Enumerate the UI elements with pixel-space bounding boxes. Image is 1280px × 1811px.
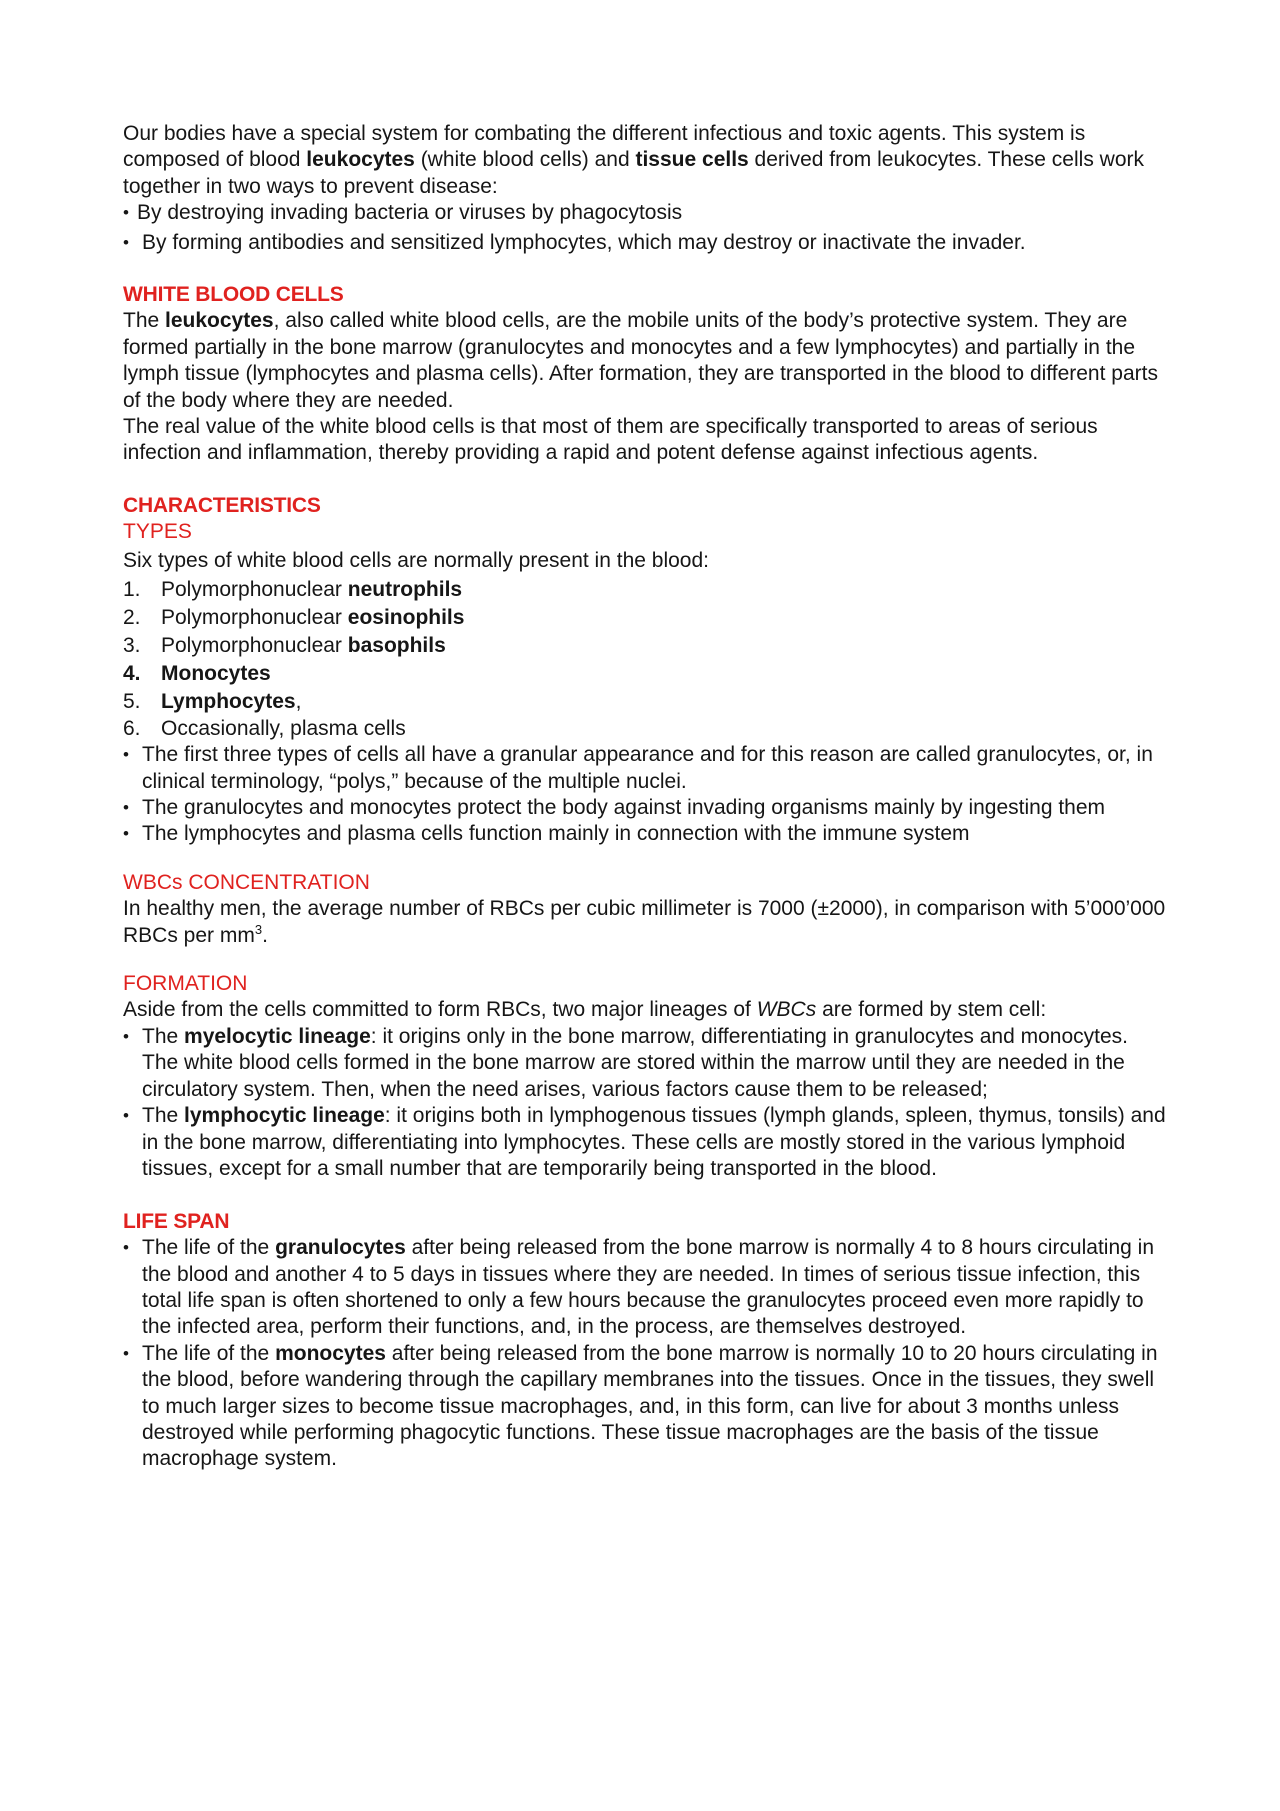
list-item: [123, 1103, 1168, 1183]
spacer: [123, 256, 1168, 282]
list-item-term: basophils: [347, 634, 446, 658]
list-item: [123, 632, 1168, 660]
list-item: [123, 604, 1168, 632]
list-item-text: Polymorphonuclear: [161, 578, 348, 602]
list-item-text: Occasionally, plasma cells: [161, 717, 406, 741]
intro-bullet-list: [123, 200, 1168, 256]
list-item-text: The: [142, 1024, 185, 1048]
list-item-text: The first three types of cells all have a granular appearance and for this reason are called granulocytes, or, in clinical terminology, “polys,” because of the multiple nuclei.: [142, 743, 1153, 793]
list-item: [123, 230, 1168, 256]
wbc-paragraph: The real value of the white blood cells is that most of them are specifically transported to areas of serious infection and inflammation, thereby providing a rapid and potent defense against infectious agents.: [123, 415, 1098, 465]
list-number: 3.: [123, 634, 141, 658]
list-item-text: : it origins only in the bone marrow, differentiating in granulocytes and monocytes. The white blood cells formed in the bone marrow are stored within the marrow until they are needed in the circulatory system. Then, when the need arises, various factors cause them to be released;: [142, 1024, 1128, 1101]
types-numbered-list: [123, 576, 1168, 742]
intro-text: Our bodies have a special system for combating the different infectious and toxic agents. This system is composed of blood: [123, 122, 1086, 172]
section-heading-white-blood-cells: WHITE BLOOD CELLS: [123, 283, 344, 307]
document-page: [123, 121, 1168, 1473]
list-item-term: neutrophils: [347, 578, 463, 602]
types-bullet-list: [123, 742, 1168, 848]
list-item-text: The granulocytes and monocytes protect the body against invading organisms mainly by ingesting them: [142, 795, 1106, 819]
formation-text: Aside from the cells committed to form RBCs, two major lineages of: [123, 998, 757, 1022]
spacer: [123, 467, 1168, 493]
list-item-term: Monocytes: [161, 662, 271, 686]
concentration-paragraph: [123, 896, 1168, 949]
list-number: 2.: [123, 606, 141, 630]
list-item: [123, 200, 1168, 226]
list-item: [123, 576, 1168, 604]
list-item-text: after being released from the bone marrow is normally 10 to 20 hours circulating in the blood, before wandering through the capillary membranes into the tissues. Once in the tissues, they swell to much larger sizes to become tissue macrophages, and, in this form, can live for about 3 months unless destroyed while performing phagocytic functions. These tissue macrophages are the basis of the tissue macrophage system.: [142, 1341, 1158, 1471]
list-item: [123, 1235, 1168, 1341]
term-leukocytes: leukocytes: [306, 148, 415, 172]
section-heading-characteristics: CHARACTERISTICS: [123, 493, 321, 517]
list-item: [123, 795, 1168, 821]
term-wbcs: WBCs: [756, 998, 817, 1022]
list-item-term: Lymphocytes: [161, 690, 296, 714]
formation-text: are formed by stem cell:: [816, 998, 1047, 1022]
list-item-text: The lymphocytes and plasma cells function mainly in connection with the immune system: [142, 822, 970, 846]
wbc-paragraph: [123, 308, 1168, 414]
list-item: [123, 742, 1168, 795]
list-item-text: By forming antibodies and sensitized lymphocytes, which may destroy or inactivate the invader.: [142, 230, 1026, 254]
list-item-term: eosinophils: [347, 606, 465, 630]
wbc-text: The: [123, 309, 166, 333]
list-item-text: Polymorphonuclear: [161, 634, 348, 658]
intro-paragraph: [123, 121, 1168, 200]
term-lymphocytic-lineage: lymphocytic lineage: [184, 1103, 385, 1127]
list-item-text: By destroying invading bacteria or viruses by phagocytosis: [137, 201, 683, 225]
list-number: 6.: [123, 717, 141, 741]
types-intro: Six types of white blood cells are normally present in the blood:: [123, 548, 709, 572]
wbc-text: , also called white blood cells, are the mobile units of the body’s protective system. They are formed partially in the bone marrow (granulocytes and monocytes and a few lymphocytes) and partially in the lymph tissue (lymphocytes and plasma cells). After formation, they are transported in the blood to different parts of the body where they are needed.: [123, 309, 1158, 412]
term-monocytes: monocytes: [275, 1341, 386, 1365]
concentration-text: .: [262, 923, 268, 947]
list-number: 5.: [123, 690, 141, 714]
list-item-text: The: [142, 1103, 185, 1127]
term-leukocytes: leukocytes: [165, 309, 274, 333]
intro-text: derived from leukocytes. These cells work together in two ways to prevent disease:: [123, 148, 1144, 198]
subheading-formation: FORMATION: [123, 971, 248, 995]
list-item-text: after being released from the bone marrow is normally 4 to 8 hours circulating in the blood and another 4 to 5 days in tissues where they are needed. In times of serious tissue infection, this total life span is often shortened to only a few hours because the granulocytes proceed even more rapidly to the infected area, perform their functions, and, in the process, are themselves destroyed.: [142, 1236, 1154, 1339]
formation-paragraph: [123, 997, 1168, 1023]
term-myelocytic-lineage: myelocytic lineage: [184, 1024, 371, 1048]
list-item: [123, 1341, 1168, 1473]
list-number: 1.: [123, 578, 141, 602]
list-number: 4.: [123, 662, 141, 686]
list-item-text: The life of the: [142, 1236, 276, 1260]
list-item: [123, 688, 1168, 716]
list-item-text: ,: [295, 690, 302, 714]
intro-text: (white blood cells) and: [414, 148, 636, 172]
term-tissue-cells: tissue cells: [635, 148, 749, 172]
superscript: 3: [254, 921, 263, 937]
list-item: [123, 660, 1168, 688]
concentration-text: In healthy men, the average number of RBCs per cubic millimeter is 7000 (±2000), in comparison with 5’000’000 RBCs per mm: [123, 897, 1166, 947]
list-item-text: : it origins both in lymphogenous tissues (lymph glands, spleen, thymus, tonsils) and in the bone marrow, differentiating into lymphocytes. These cells are mostly stored in the various lymphoid tissues, except for a small number that are temporarily being transported in the blood.: [142, 1103, 1166, 1181]
section-heading-life-span: LIFE SPAN: [123, 1209, 230, 1233]
formation-bullet-list: [123, 1024, 1168, 1183]
list-item: [123, 716, 1168, 742]
term-granulocytes: granulocytes: [275, 1236, 406, 1260]
spacer: [123, 848, 1168, 870]
list-item-text: Polymorphonuclear: [161, 606, 348, 630]
list-item-text: The life of the: [142, 1341, 276, 1365]
subheading-wbc-concentration: WBCs CONCENTRATION: [123, 870, 370, 894]
spacer: [123, 949, 1168, 971]
list-item: [123, 821, 1168, 847]
list-item: [123, 1024, 1168, 1103]
subheading-types: TYPES: [123, 520, 192, 544]
spacer: [123, 1183, 1168, 1209]
lifespan-bullet-list: [123, 1235, 1168, 1473]
